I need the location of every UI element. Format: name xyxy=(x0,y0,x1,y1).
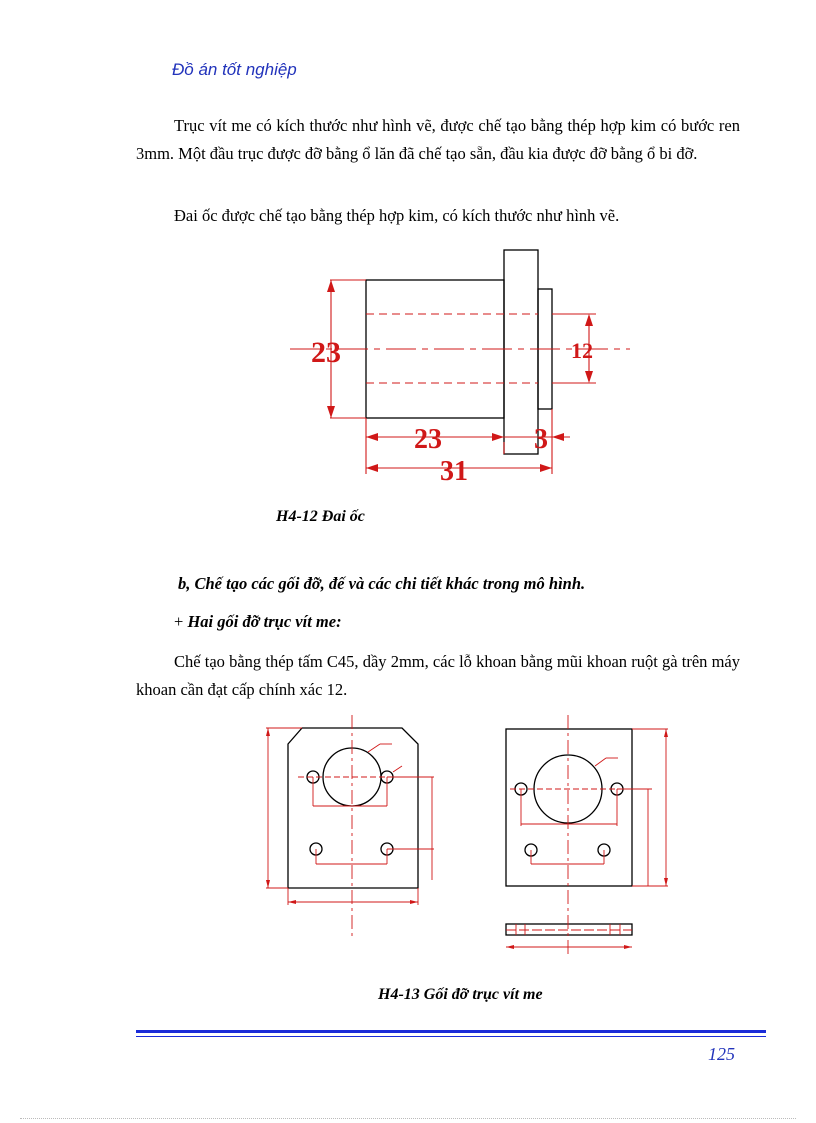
bullet-heading xyxy=(174,612,342,632)
page-number: 125 xyxy=(708,1044,735,1064)
footer-rule xyxy=(136,1030,766,1037)
paragraph-nut: Đai ốc được chế tạo bằng thép hợp kim, có kích thước như hình vẽ. xyxy=(174,206,620,225)
bullet-title: Hai gối đỡ trục vít me: xyxy=(187,612,342,631)
dim-label-total: 31 xyxy=(440,456,468,487)
nut-body-outline xyxy=(366,280,504,418)
page-bottom-border xyxy=(20,1118,796,1119)
figure1-caption: H4-12 Đai ốc xyxy=(276,508,365,525)
figure2-caption: H4-13 Gối đỡ trục vít me xyxy=(378,986,543,1003)
left-bracket xyxy=(288,728,418,888)
paragraph-bracket-material: Chế tạo bằng thép tấm C45, dầy 2mm, các lỗ khoan bằng mũi khoan ruột gà trên máy khoan cần đạt cấp chính xác 12. xyxy=(136,652,740,699)
document-header: Đồ án tốt nghiệp xyxy=(172,60,297,79)
section-b-heading: b, Chế tạo các gối đỡ, đế và các chi tiết khác trong mô hình. xyxy=(178,574,586,593)
dim-label-flange: 3 xyxy=(534,424,548,455)
right-bracket xyxy=(506,729,632,935)
dim-label-right: 12 xyxy=(571,338,593,363)
bullet-prefix: + xyxy=(174,612,188,631)
nut-flange-outline xyxy=(504,250,538,454)
dim-label-left: 23 xyxy=(311,336,341,369)
dim-label-bottom-inner: 23 xyxy=(414,424,442,455)
paragraph-lead-screw: Trục vít me có kích thước như hình vẽ, được chế tạo bằng thép hợp kim có bước ren 3mm. Một đầu trục được đỡ bằng ổ lăn đã chế tạo sẵn, đầu kia được đỡ bằng ổ bi đỡ. xyxy=(136,116,740,163)
nut-boss-outline xyxy=(538,289,552,409)
